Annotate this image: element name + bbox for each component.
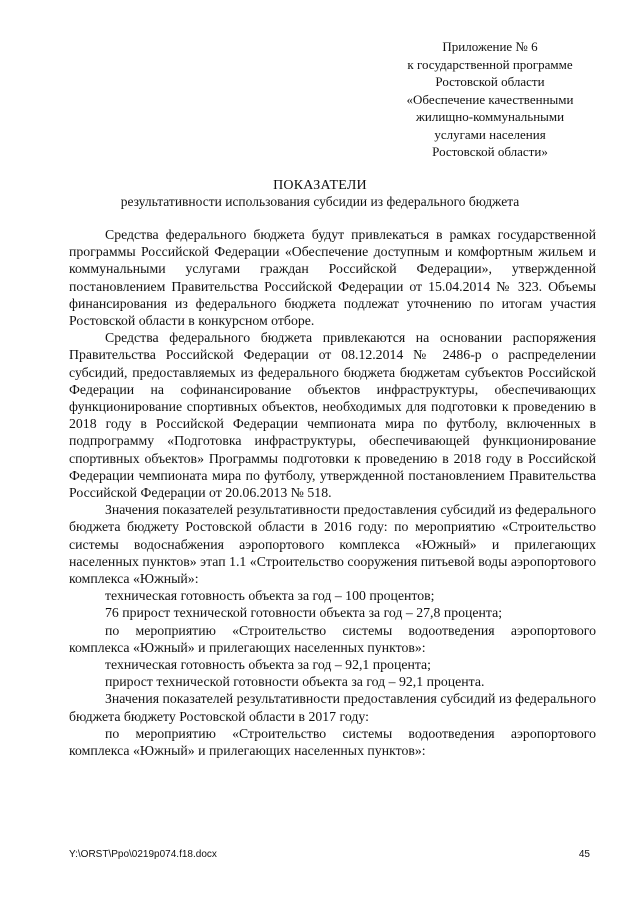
document-subtitle: результативности использования субсидии из федерального бюджета — [120, 194, 520, 209]
appendix-line: Ростовской области — [435, 74, 545, 89]
appendix-line: Ростовской области» — [432, 144, 548, 159]
body-paragraph: 76 прирост технической готовности объекта за год – 27,8 процента; — [105, 605, 503, 621]
footer-page-number: 45 — [578, 849, 590, 860]
appendix-header — [370, 38, 610, 161]
appendix-line: жилищно-коммунальными — [415, 109, 565, 124]
body-paragraph: Средства федерального бюджета будут привлекаться в рамках государственной программы Российской Федерации «Обеспечение доступным и комфортным жильем и коммунальными услугами граждан Российской Федерации», утвержденной постановлением Правительства Российской Федерации от 15.04.2014 № 323. Объемы финансирования из федерального бюджета подлежат уточнению по итогам участия Ростовской области в конкурсном отборе. — [69, 227, 596, 329]
body-paragraph: по мероприятию «Строительство системы водоотведения аэропортового комплекса «Южный» и прилегающих населенных пунктов»: — [69, 725, 596, 759]
body-paragraph: прирост технической готовности объекта за год – 92,1 процента. — [105, 674, 485, 690]
body-paragraph: Значения показателей результативности предоставления субсидий из федерального бюджета бюджету Ростовской области в 2017 году: — [69, 691, 596, 724]
body-paragraph: техническая готовность объекта за год – 92,1 процента; — [105, 657, 431, 673]
body-paragraph: техническая готовность объекта за год – 100 процентов; — [105, 588, 435, 604]
document-body — [69, 226, 596, 759]
appendix-line: «Обеспечение качественными — [406, 91, 574, 107]
document-title: ПОКАЗАТЕЛИ — [273, 178, 367, 193]
body-paragraph: по мероприятию «Строительство системы водоотведения аэропортового комплекса «Южный» и прилегающих населенных пунктов»: — [69, 622, 596, 655]
appendix-line: к государственной программе — [407, 56, 573, 72]
appendix-line: Приложение № 6 — [442, 39, 538, 54]
body-paragraph: Средства федерального бюджета привлекаются на основании распоряжения Правительства Российской Федерации от 08.12.2014 № 2486-р о распределении субсидий, предоставляемых из федерального бюджета бюджетам субъектов Российской Федерации на софинансирование объектов инфраструктуры, обеспечивающих функционирование спортивных объектов, необходимых для подготовки к проведению в 2018 году в Российской Федерации чемпионата мира по футболу, включенных в подпрограмму «Подготовка инфраструктуры, обеспечивающей функционирование спортивных объектов» Программы подготовки к проведению в 2018 году в Российской Федерации чемпионата мира по футболу, утвержденной постановлением Правительства Российской Федерации от 20.06.2013 № 518. — [69, 330, 596, 501]
footer-file-path: Y:\ORST\Ppo\0219p074.f18.docx — [69, 849, 217, 860]
appendix-line: услугами населения — [434, 126, 546, 142]
body-paragraph: Значения показателей результативности предоставления субсидий из федерального бюджета бюджету Ростовской области в 2016 году: по мероприятию «Строительство системы водоснабжения аэропортового комплекса «Южный» и прилегающих населенных пунктов» этап 1.1 «Строительство сооружения питьевой воды аэропортового комплекса «Южный»: — [69, 502, 596, 587]
